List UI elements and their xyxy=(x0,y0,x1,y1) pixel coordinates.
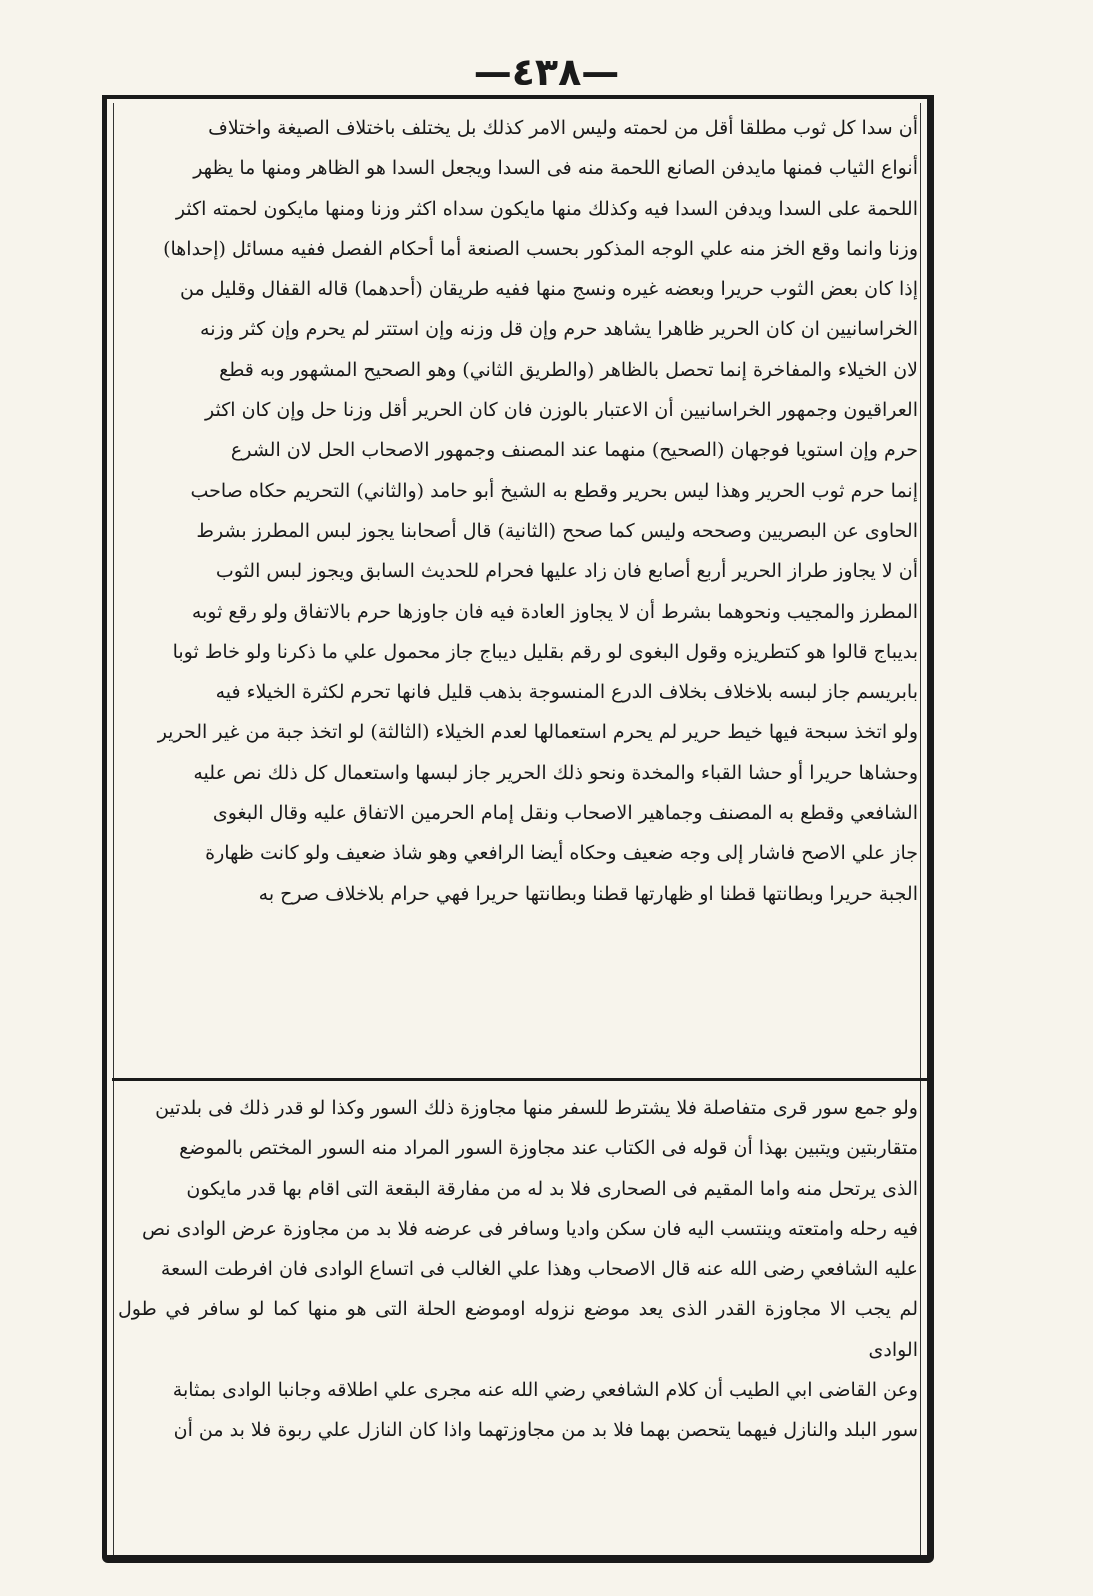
footnote-line: الذى يرتحل منه واما المقيم فى الصحارى فلا بد له من مفارقة البقعة التى اقام بها قدر مايكون xyxy=(186,1177,918,1200)
frame-bottom-rule xyxy=(102,1555,934,1563)
main-line: بابريسم جاز لبسه بلاخلاف بخلاف الدرع المنسوجة بذهب قليل فانها تحرم لكثرة الخيلاء فيه xyxy=(215,681,918,704)
main-line: العراقيون وجمهور الخراسانيين أن الاعتبار بالوزن فان كان الحرير أقل وزنا حل وإن كان اكثر xyxy=(205,399,918,422)
main-line: بديباج قالوا هو كتطريزه وقول البغوى لو رقم بقليل ديباج جاز محمول علي ما ذكرنا ولو خاط ثوبا xyxy=(172,640,918,663)
main-line: ولو اتخذ سبحة فيها خيط حرير لم يحرم استعمالها لعدم الخيلاء (الثالثة) لو اتخذ جبة من غير الحرير xyxy=(157,721,918,744)
footnote-line: وعن القاضى ابي الطيب أن كلام الشافعي رضي الله عنه مجرى علي اطلاقه وجانبا الوادى بمثابة xyxy=(172,1379,918,1402)
main-line: لان الخيلاء والمفاخرة إنما تحصل بالظاهر (والطريق الثاني) وهو الصحيح المشهور وبه قطع xyxy=(219,358,918,381)
footnote-line: فيه رحله وامتعته وينتسب اليه فان سكن واديا وسافر فى عرضه فلا بد من مجاوزة عرض الوادى نص xyxy=(142,1217,918,1240)
footnote-line: سور البلد والنازل فيهما يتحصن بهما فلا بد من مجاوزتهما واذا كان النازل علي ربوة فلا بد من أن xyxy=(173,1419,918,1442)
main-line: الشافعي وقطع به المصنف وجماهير الاصحاب ونقل إمام الحرمين الاتفاق عليه وقال البغوى xyxy=(212,802,918,825)
main-line: الخراسانيين ان كان الحرير ظاهرا يشاهد حرم وإن قل وزنه وإن استتر لم يحرم وإن كثر وزنه xyxy=(200,318,918,341)
main-line: المطرز والمجيب ونحوهما بشرط أن لا يجاوز العادة فيه فان جاوزها حرم بالاتفاق ولو رقع ثوبه xyxy=(191,600,918,623)
main-text xyxy=(118,108,918,914)
main-line: أن سدا كل ثوب مطلقا أقل من لحمته وليس الامر كذلك بل يختلف باختلاف الصيغة واختلاف xyxy=(208,117,918,139)
main-line: الحاوى عن البصريين وصححه وليس كما صحح (الثانية) قال أصحابنا يجوز لبس المطرز بشرط xyxy=(196,519,918,542)
main-line: أن لا يجاوز طراز الحرير أربع أصابع فان زاد عليها فحرام للحديث السابق ويجوز لبس الثوب xyxy=(215,560,918,583)
main-line: أنواع الثياب فمنها مايدفن الصانع اللحمة منه فى السدا ويجعل السدا هو الظاهر ومنها ما يظهر xyxy=(193,157,918,180)
main-line: الجبة حريرا وبطانتها قطنا او ظهارتها قطنا وبطانتها حريرا فهي حرام بلاخلاف صرح به xyxy=(258,882,918,905)
main-line: إنما حرم ثوب الحرير وهذا ليس بحرير وقطع به الشيخ أبو حامد (والثاني) التحريم حكاه صاحب xyxy=(190,479,918,502)
main-line: اللحمة على السدا ويدفن السدا فيه وكذلك منها مايكون سداه اكثر وزنا ومنها مايكون لحمته اكثر xyxy=(175,197,918,220)
main-line: إذا كان بعض الثوب حريرا وبعضه غيره ونسج منها ففيه طريقان (أحدهما) قاله القفال وقليل من xyxy=(180,278,918,301)
footnote-line: ولو جمع سور قرى متفاصلة فلا يشترط للسفر منها مجاوزة ذلك السور وكذا لو قدر ذلك فى بلدتين xyxy=(155,1097,918,1119)
footnote-line: متقاربتين ويتبين بهذا أن قوله فى الكتاب عند مجاوزة السور المراد منه السور المختص بالموضع xyxy=(179,1137,918,1160)
main-line: جاز علي الاصح فاشار إلى وجه ضعيف وحكاه أيضا الرافعي وهو شاذ ضعيف ولو كانت ظهارة xyxy=(205,842,918,865)
footnote-line: لم يجب الا مجاوزة القدر الذى يعد موضع نزوله اوموضع الحلة التى هو منها كما لو سافر في طول الوادى xyxy=(118,1298,918,1361)
footnote-text xyxy=(118,1088,918,1451)
footnote-divider xyxy=(112,1078,928,1081)
main-line: وحشاها حريرا أو حشا القباء والمخدة ونحو ذلك الحرير جاز لبسها واستعمال كل ذلك نص عليه xyxy=(193,761,918,784)
main-line: حرم وإن استويا فوجهان (الصحيح) منهما عند المصنف وجمهور الاصحاب الحل لان الشرع xyxy=(230,439,918,462)
page-number: —٤٣٨— xyxy=(473,50,620,94)
footnote-line: عليه الشافعي رضى الله عنه قال الاصحاب وهذا علي الغالب فى اتساع الوادى فان افرطت السعة xyxy=(160,1258,918,1281)
main-line: وزنا وانما وقع الخز منه علي الوجه المذكور بحسب الصنعة أما أحكام الفصل ففيه مسائل (إحداها) xyxy=(163,237,918,260)
